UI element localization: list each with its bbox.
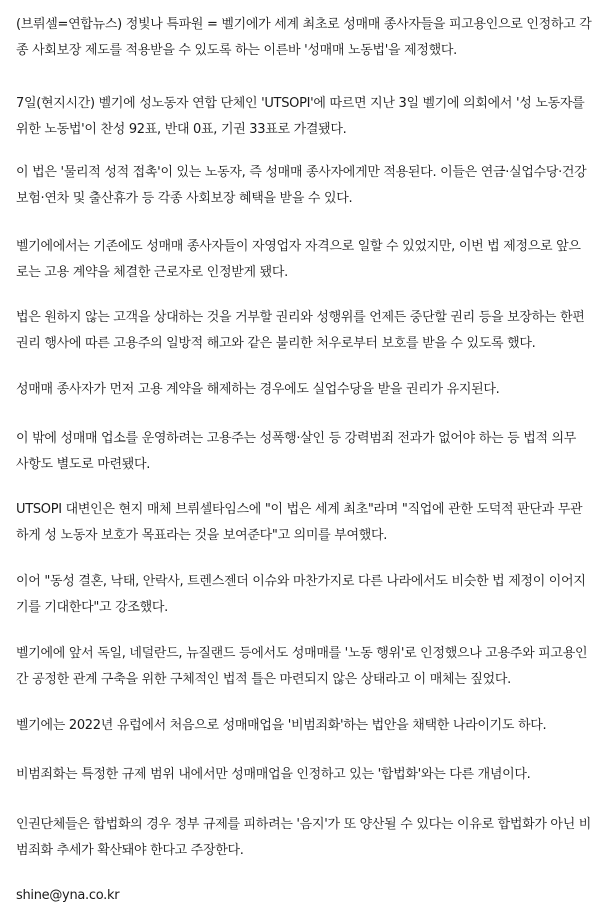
article-paragraph: 벨기에에 앞서 독일, 네덜란드, 뉴질랜드 등에서도 성매매를 '노동 행위'로 인정했으나 고용주와 피고용인 간 공정한 관계 구축을 위한 구체적인 법적 틀은 마련되지 않은 상태라고 이 매체는 짚었다. bbox=[16, 646, 588, 687]
article-paragraph: 비범죄화는 특정한 규제 범위 내에서만 성매매업을 인정하고 있는 '합법화'와는 다른 개념이다. bbox=[16, 767, 531, 782]
reporter-email: shine@yna.co.kr bbox=[16, 888, 120, 903]
article-paragraph: 법은 원하지 않는 고객을 상대하는 것을 거부할 권리와 성행위를 언제든 중단할 권리 등을 보장하는 한편 권리 행사에 따른 고용주의 일방적 해고와 같은 불리한 처우로부터 보호를 받을 수 있도록 했다. bbox=[16, 310, 585, 351]
article-lead-paragraph: (브뤼셀=연합뉴스) 정빛나 특파원 = 벨기에가 세계 최초로 성매매 종사자들을 피고용인으로 인정하고 각종 사회보장 제도를 적용받을 수 있도록 하는 이른바 '성매매 노동법'을 제정했다. bbox=[16, 17, 592, 58]
article-paragraph: 이어 "동성 결혼, 낙태, 안락사, 트렌스젠더 이슈와 마찬가지로 다른 나라에서도 비슷한 법 제정이 이어지기를 기대한다"고 강조했다. bbox=[16, 574, 586, 615]
article-paragraph: 이 법은 '물리적 성적 접촉'이 있는 노동자, 즉 성매매 종사자에게만 적용된다. 이들은 연금·실업수당·건강보험·연차 및 출산휴가 등 각종 사회보장 혜택을 받을 수 있다. bbox=[16, 165, 587, 206]
article-paragraph: 벨기에에서는 기존에도 성매매 종사자들이 자영업자 자격으로 일할 수 있었지만, 이번 법 제정으로 앞으로는 고용 계약을 체결한 근로자로 인정받게 됐다. bbox=[16, 239, 581, 280]
article-paragraph: 인권단체들은 합법화의 경우 정부 규제를 피하려는 '음지'가 또 양산될 수 있다는 이유로 합법화가 아닌 비범죄화 추세가 확산돼야 한다고 주장한다. bbox=[16, 817, 592, 858]
article-paragraph: 벨기에는 2022년 유럽에서 처음으로 성매매업을 '비범죄화'하는 법안을 채택한 나라이기도 하다. bbox=[16, 718, 547, 733]
article-paragraph: 7일(현지시간) 벨기에 성노동자 연합 단체인 'UTSOPI'에 따르면 지난 3일 벨기에 의회에서 '성 노동자를 위한 노동법'이 찬성 92표, 반대 0표, 기권 33표로 가결됐다. bbox=[16, 96, 585, 137]
article-paragraph: 이 밖에 성매매 업소를 운영하려는 고용주는 성폭행·살인 등 강력범죄 전과가 없어야 하는 등 법적 의무 사항도 별도로 마련됐다. bbox=[16, 431, 577, 472]
article-paragraph: 성매매 종사자가 먼저 고용 계약을 해제하는 경우에도 실업수당을 받을 권리가 유지된다. bbox=[16, 382, 500, 397]
article-paragraph: UTSOPI 대변인은 현지 매체 브뤼셀타임스에 "이 법은 세계 최초"라며 "직업에 관한 도덕적 판단과 무관하게 성 노동자 보호가 목표라는 것을 보여준다"고 의미를 부여했다. bbox=[16, 502, 583, 543]
